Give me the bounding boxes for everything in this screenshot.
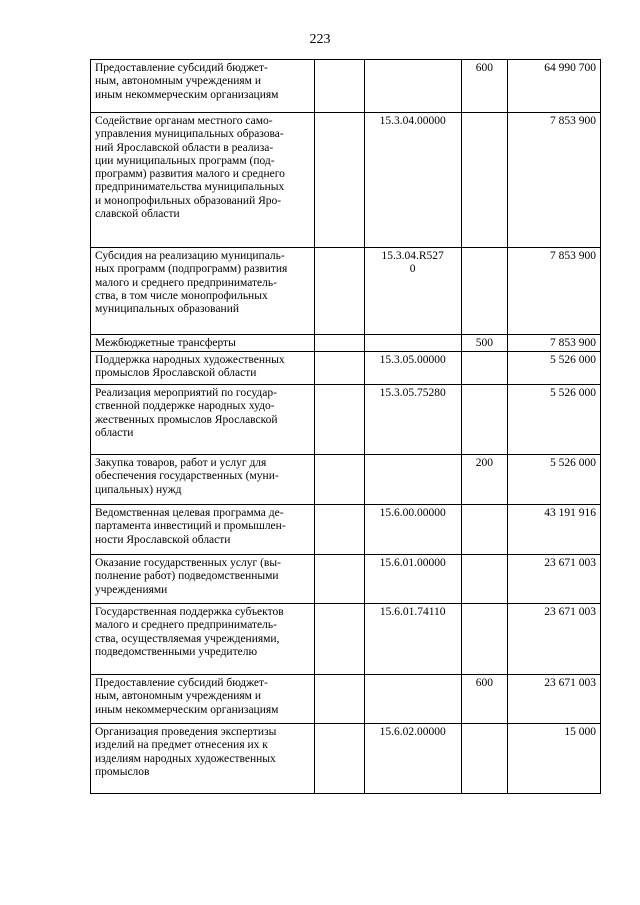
- row-name-cell: Межбюджетные трансферты: [91, 335, 315, 352]
- row-code-cell: [364, 60, 461, 113]
- row-code-cell: 15.3.04.00000: [364, 113, 461, 248]
- row-amount-cell: 5 526 000: [508, 455, 601, 505]
- table-row: [91, 385, 601, 455]
- table-row: [91, 724, 601, 794]
- row-name-cell: Оказание государственных услуг (вы- полнение работ) подведомственными учреждениями: [91, 555, 315, 604]
- row-type-cell: [461, 505, 508, 555]
- row-name-cell: Предоставление субсидий бюджет- ным, автономным учреждениям и иным некоммерческим организациям: [91, 675, 315, 724]
- row-amount-cell: 23 671 003: [508, 604, 601, 675]
- row-empty-cell: [314, 352, 364, 385]
- row-code-cell: 15.6.02.00000: [364, 724, 461, 794]
- row-empty-cell: [314, 385, 364, 455]
- table-row: [91, 675, 601, 724]
- row-code-cell: 15.3.05.75280: [364, 385, 461, 455]
- row-amount-cell: 7 853 900: [508, 248, 601, 335]
- table-row: [91, 113, 601, 248]
- row-type-cell: 500: [461, 335, 508, 352]
- row-type-cell: [461, 604, 508, 675]
- row-name-cell: Ведомственная целевая программа де- партамента инвестиций и промышлен- ности Ярославской области: [91, 505, 315, 555]
- table-row: [91, 555, 601, 604]
- row-amount-cell: 7 853 900: [508, 113, 601, 248]
- row-code-cell: [364, 675, 461, 724]
- table-row: [91, 505, 601, 555]
- row-amount-cell: 23 671 003: [508, 675, 601, 724]
- page-number: 223: [309, 32, 331, 47]
- row-empty-cell: [314, 248, 364, 335]
- row-type-cell: [461, 113, 508, 248]
- row-empty-cell: [314, 675, 364, 724]
- row-name-cell: Субсидия на реализацию муниципаль- ных программ (подпрограмм) развития малого и среднего предприниматель- ства, в том числе монопрофильных муниципальных образований: [91, 248, 315, 335]
- row-amount-cell: 64 990 700: [508, 60, 601, 113]
- row-amount-cell: 23 671 003: [508, 555, 601, 604]
- row-empty-cell: [314, 604, 364, 675]
- row-type-cell: [461, 555, 508, 604]
- row-empty-cell: [314, 455, 364, 505]
- budget-table: [90, 59, 601, 794]
- row-name-cell: Поддержка народных художественных промыслов Ярославской области: [91, 352, 315, 385]
- row-amount-cell: 7 853 900: [508, 335, 601, 352]
- row-name-cell: Организация проведения экспертизы изделий на предмет отнесения их к изделиям народных художественных промыслов: [91, 724, 315, 794]
- row-type-cell: 200: [461, 455, 508, 505]
- row-code-cell: 15.6.00.00000: [364, 505, 461, 555]
- row-type-cell: [461, 385, 508, 455]
- row-empty-cell: [314, 60, 364, 113]
- row-empty-cell: [314, 505, 364, 555]
- row-code-cell: [364, 455, 461, 505]
- row-amount-cell: 43 191 916: [508, 505, 601, 555]
- row-name-cell: Предоставление субсидий бюджет- ным, автономным учреждениям и иным некоммерческим организациям: [91, 60, 315, 113]
- table-row: [91, 248, 601, 335]
- budget-table-body: [91, 60, 601, 794]
- row-type-cell: [461, 352, 508, 385]
- table-row: [91, 335, 601, 352]
- row-type-cell: [461, 248, 508, 335]
- row-code-cell: 15.3.05.00000: [364, 352, 461, 385]
- row-code-cell: [364, 335, 461, 352]
- row-code-cell: 15.3.04.R527 0: [364, 248, 461, 335]
- row-amount-cell: 15 000: [508, 724, 601, 794]
- table-row: [91, 352, 601, 385]
- row-name-cell: Закупка товаров, работ и услуг для обеспечения государственных (муни- ципальных) нужд: [91, 455, 315, 505]
- row-amount-cell: 5 526 000: [508, 385, 601, 455]
- row-code-cell: 15.6.01.00000: [364, 555, 461, 604]
- row-name-cell: Государственная поддержка субъектов малого и среднего предприниматель- ства, осуществляемая учреждениями, подведомственными учредителю: [91, 604, 315, 675]
- row-name-cell: Реализация мероприятий по государ- ственной поддержке народных худо- жественных промыслов Ярославской области: [91, 385, 315, 455]
- table-row: [91, 60, 601, 113]
- row-amount-cell: 5 526 000: [508, 352, 601, 385]
- table-row: [91, 604, 601, 675]
- row-empty-cell: [314, 335, 364, 352]
- row-type-cell: 600: [461, 60, 508, 113]
- table-row: [91, 455, 601, 505]
- row-code-cell: 15.6.01.74110: [364, 604, 461, 675]
- row-empty-cell: [314, 724, 364, 794]
- row-type-cell: [461, 724, 508, 794]
- row-type-cell: 600: [461, 675, 508, 724]
- row-name-cell: Содействие органам местного само- управления муниципальных образова- ний Ярославской области в реализа- ции муниципальных программ (под- программ) развития малого и среднего предпринимательства муниципальных и монопрофильных образований Яро- славской области: [91, 113, 315, 248]
- row-empty-cell: [314, 555, 364, 604]
- row-empty-cell: [314, 113, 364, 248]
